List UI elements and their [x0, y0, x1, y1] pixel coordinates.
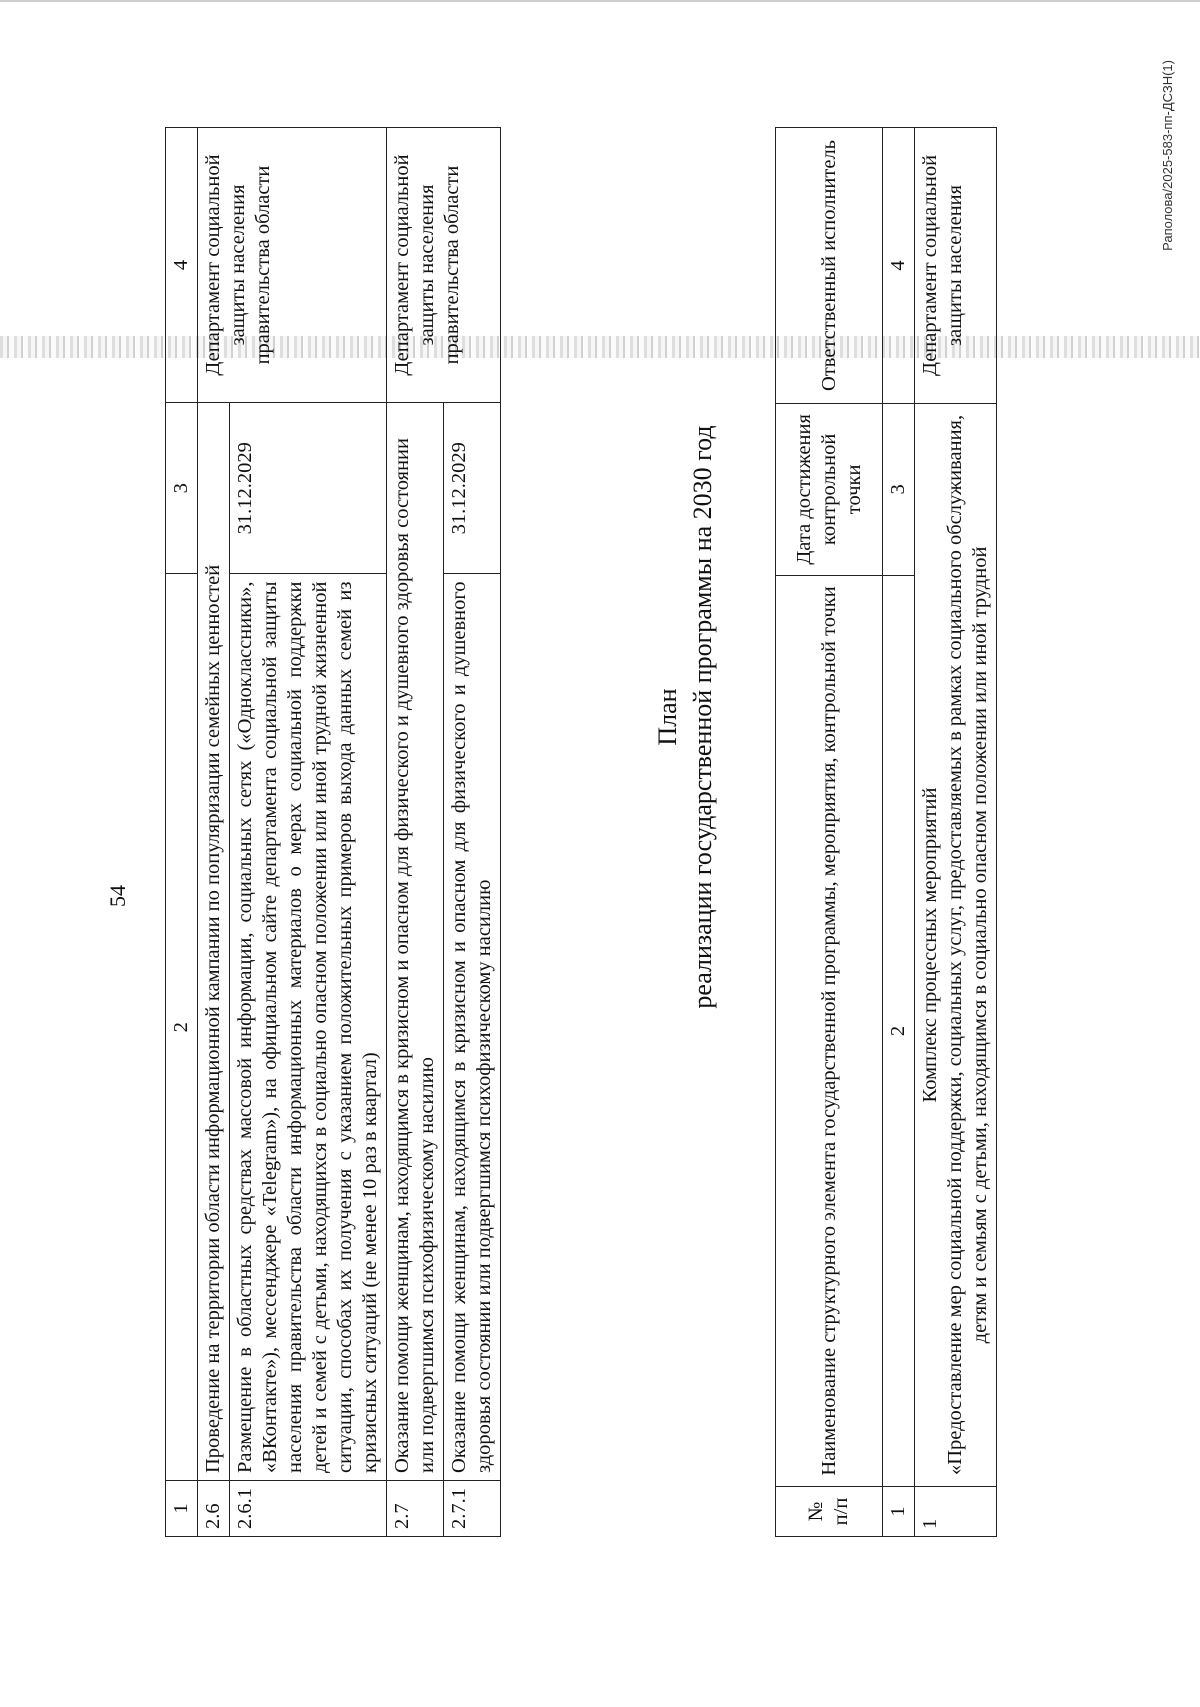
- row-name-cell: [915, 403, 997, 1486]
- header-cell: Ответственный исполнитель: [776, 128, 883, 404]
- row-responsible: Департамент социальной защиты населения правительства области: [198, 128, 387, 403]
- row-name: Размещение в областных средствах массовой информации, социальных сетях («Одноклассники», «ВКонтакте»), мессенджере «Telegram»), на официальном сайте департамента социальной защиты населения правительства области информационных материалов о мерах социальной поддержки детей и семей с детьми, находящихся в социально опасном положении или иной трудной жизненной ситуации, способах их получения с указанием положительных примеров выхода данных семей из кризисных ситуаций (не менее 10 раз в квартал): [230, 574, 387, 1481]
- row-date: 31.12.2029: [230, 403, 387, 575]
- table-row: [198, 128, 230, 1537]
- row-responsible: Департамент социальной защиты населения правительства области: [387, 128, 501, 403]
- document-footer-note: Раполова/2025-583-пп-ДСЗН(1): [1160, 60, 1175, 251]
- page-number: 54: [105, 885, 130, 907]
- header-cell: Дата достижения контрольной точки: [776, 403, 883, 575]
- row-name: Проведение на территории области информационной кампании по популяризации семейных ценностей: [198, 403, 230, 1481]
- column-number: 3: [883, 403, 915, 575]
- row-number: 2.6.1: [230, 1481, 387, 1537]
- header-cell: Наименование структурного элемента государственной программы, мероприятия, контрольной точки: [776, 575, 883, 1486]
- row-name: «Предоставление мер социальной поддержки, социальных услуг, предоставляемых в рамках социального обслуживания, детям и семьям с детьми, находящимся в социально опасном положении или иной трудной: [944, 414, 991, 1476]
- row-name: Оказание помощи женщинам, находящимся в кризисном и опасном для физического и душевного здоровья состоянии или подвергшимся психофизическому насилию: [444, 574, 501, 1481]
- header-cell: № п/п: [776, 1487, 883, 1537]
- plan-heading: [650, 227, 720, 1207]
- row-number: 2.7.1: [444, 1481, 501, 1537]
- row-date: 31.12.2029: [444, 403, 501, 575]
- column-number: 2: [883, 575, 915, 1486]
- column-number-row: [883, 128, 915, 1537]
- row-title: Комплекс процессных мероприятий: [919, 787, 941, 1103]
- column-number: 1: [883, 1487, 915, 1537]
- table-row: [915, 128, 997, 1537]
- table-row: [387, 128, 444, 1537]
- header-cell: 2: [166, 574, 198, 1481]
- row-number: 1: [915, 1487, 997, 1537]
- program-table: [165, 127, 501, 1537]
- row-responsible: Департамент социальной защиты населения: [915, 128, 997, 404]
- row-name: Оказание помощи женщинам, находящимся в кризисном и опасном для физического и душевного здоровья состоянии или подвергшимся психофизическому насилию: [387, 403, 444, 1481]
- plan-table: [775, 127, 997, 1537]
- row-number: 2.6: [198, 1481, 230, 1537]
- table-header-row: [166, 128, 198, 1537]
- row-number: 2.7: [387, 1481, 444, 1537]
- table-header-row: [776, 128, 883, 1537]
- column-number: 4: [883, 128, 915, 404]
- header-cell: 1: [166, 1481, 198, 1537]
- plan-title: План: [653, 688, 682, 746]
- plan-subtitle: реализации государственной программы на 2030 год: [688, 425, 718, 1009]
- header-cell: 4: [166, 128, 198, 403]
- header-cell: 3: [166, 403, 198, 575]
